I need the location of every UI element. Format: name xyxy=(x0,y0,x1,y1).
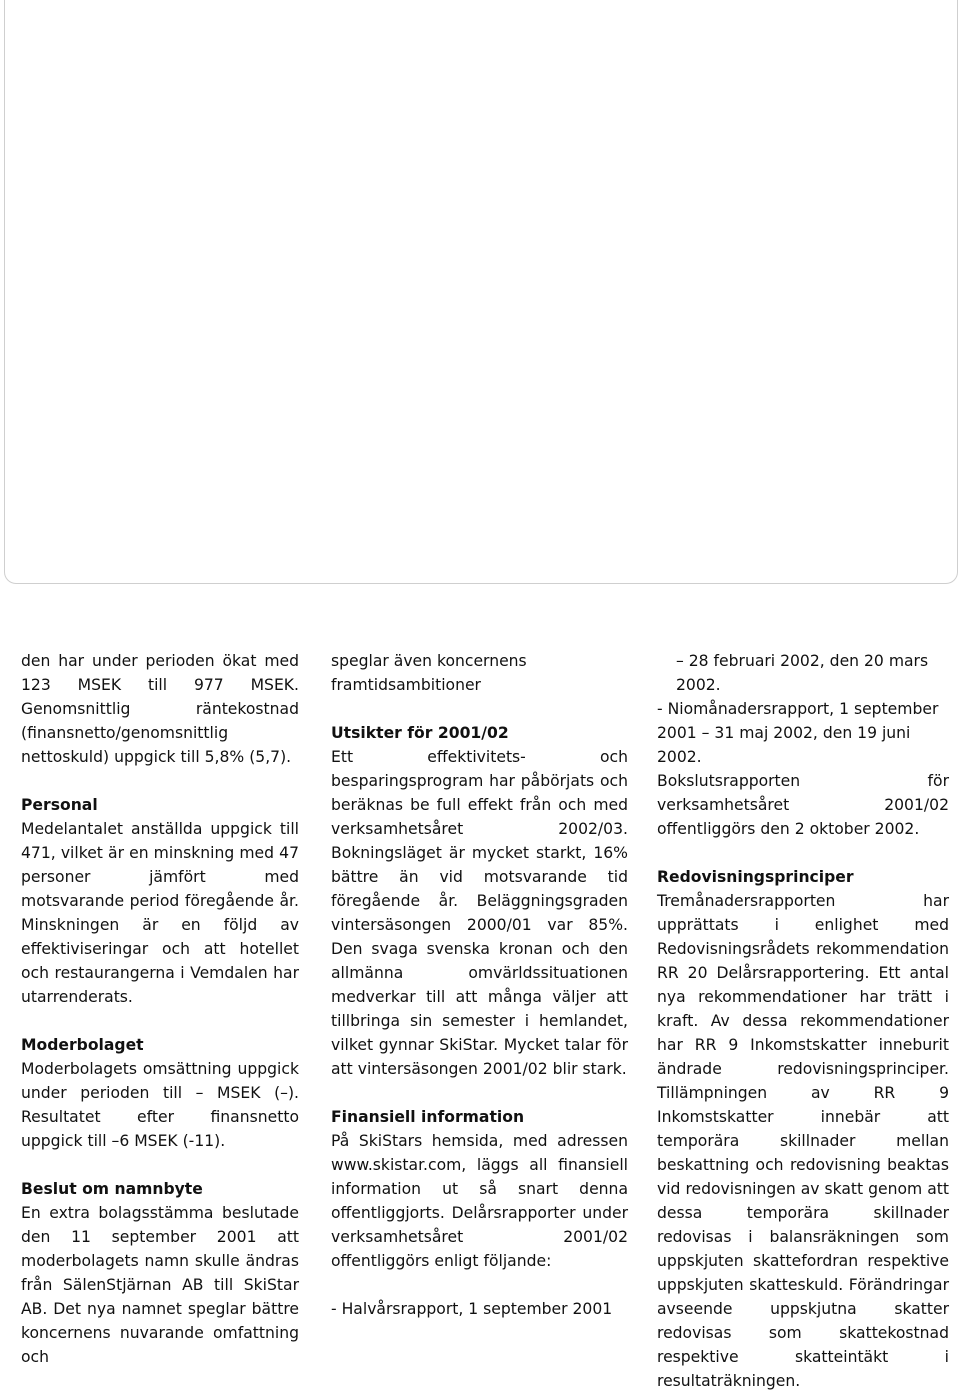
personal-text: Medelantalet anställda uppgick till 471, vilket är en minskning med 47 personer jämfört med motsvarande period föregående år. Minskningen är en följd av effektiviseringar och att hotellet och restaurangerna i Vemdalen har utarrenderats. xyxy=(21,820,299,1006)
moderbolaget-text: Moderbolagets omsättning uppgick under perioden till – MSEK (–). Resultatet efter finansnetto uppgick till –6 MSEK (-11). xyxy=(21,1060,299,1150)
col1-intro: den har under perioden ökat med 123 MSEK till 977 MSEK. Genomsnittlig räntekostnad (finansnetto/genomsnittlig nettoskuld) uppgick till 5,8% (5,7). xyxy=(21,652,299,766)
personal-heading: Personal xyxy=(21,796,98,814)
namnbyte-text: En extra bolagsstämma beslutade den 11 september 2001 att moderbolagets namn skulle ändras från SälenStjärnan AB till SkiStar AB. Det nya namnet speglar bättre koncernens nuvarande omfattning och xyxy=(21,1204,299,1366)
moderbolaget-heading: Moderbolaget xyxy=(21,1036,144,1054)
col2-intro: speglar även koncernens framtidsambitioner xyxy=(331,652,527,694)
finansiell-text: På SkiStars hemsida, med adressen www.skistar.com, läggs all finansiell information ut så snart denna offentliggjorts. Delårsrapporter under verksamhetsåret 2001/02 offentliggörs enligt följande: xyxy=(331,1132,628,1270)
list-item-halvarsrapport: - Halvårsrapport, 1 september 2001 xyxy=(331,1300,613,1318)
bokslut-text: Bokslutsrapporten för verksamhetsåret 2001/02 offentliggörs den 2 oktober 2002. xyxy=(657,772,949,838)
text-column-3 xyxy=(657,649,949,1393)
list-item-niomanadersrapport: - Niomånadersrapport, 1 september 2001 – 31 maj 2002, den 19 juni 2002. xyxy=(657,700,939,766)
utsikter-heading: Utsikter för 2001/02 xyxy=(331,724,509,742)
text-column-1 xyxy=(21,649,299,1369)
utsikter-text: Ett effektivitets- och besparingsprogram har påbörjats och beräknas be full effekt från och med verksamhetsåret 2002/03. Bokningsläget är mycket starkt, 16% bättre än vid motsvarande tid föregående år. Beläggningsgraden vintersäsongen 2000/01 var 85%. Den svaga svenska kronan och den allmänna omvärldssituationen medverkar till att många väljer att tillbringa sin semester i hemlandet, vilket gynnar SkiStar. Mycket talar för att vintersäsongen 2001/02 blir stark. xyxy=(331,748,628,1078)
list-item-halvarsrapport-cont: – 28 februari 2002, den 20 mars 2002. xyxy=(676,652,929,694)
text-column-2 xyxy=(331,649,628,1321)
redovisning-heading: Redovisningsprinciper xyxy=(657,868,854,886)
finansiell-heading: Finansiell information xyxy=(331,1108,525,1126)
image-placeholder-frame xyxy=(4,0,958,584)
redovisning-text: Tremånadersrapporten har upprättats i enlighet med Redovisningsrådets rekommendation RR 20 Delårsrapportering. Ett antal nya rekommendationer har trätt i kraft. Av dessa rekommendationer har RR 9 Inkomstskatter inneburit ändrade redovisningsprinciper. Tillämpningen av RR 9 Inkomstskatter innebär att temporära skillnader mellan beskattning och redovisning beaktas vid redovisningen av skatt genom att dessa temporära skillnader redovisas i balansräkningen som uppskjuten skattefordran respektive uppskjuten skatteskuld. Förändringar avseende uppskjutna skatter redovisas som skattekostnad respektive skatteintäkt i resultaträkningen. xyxy=(657,892,949,1390)
namnbyte-heading: Beslut om namnbyte xyxy=(21,1180,203,1198)
